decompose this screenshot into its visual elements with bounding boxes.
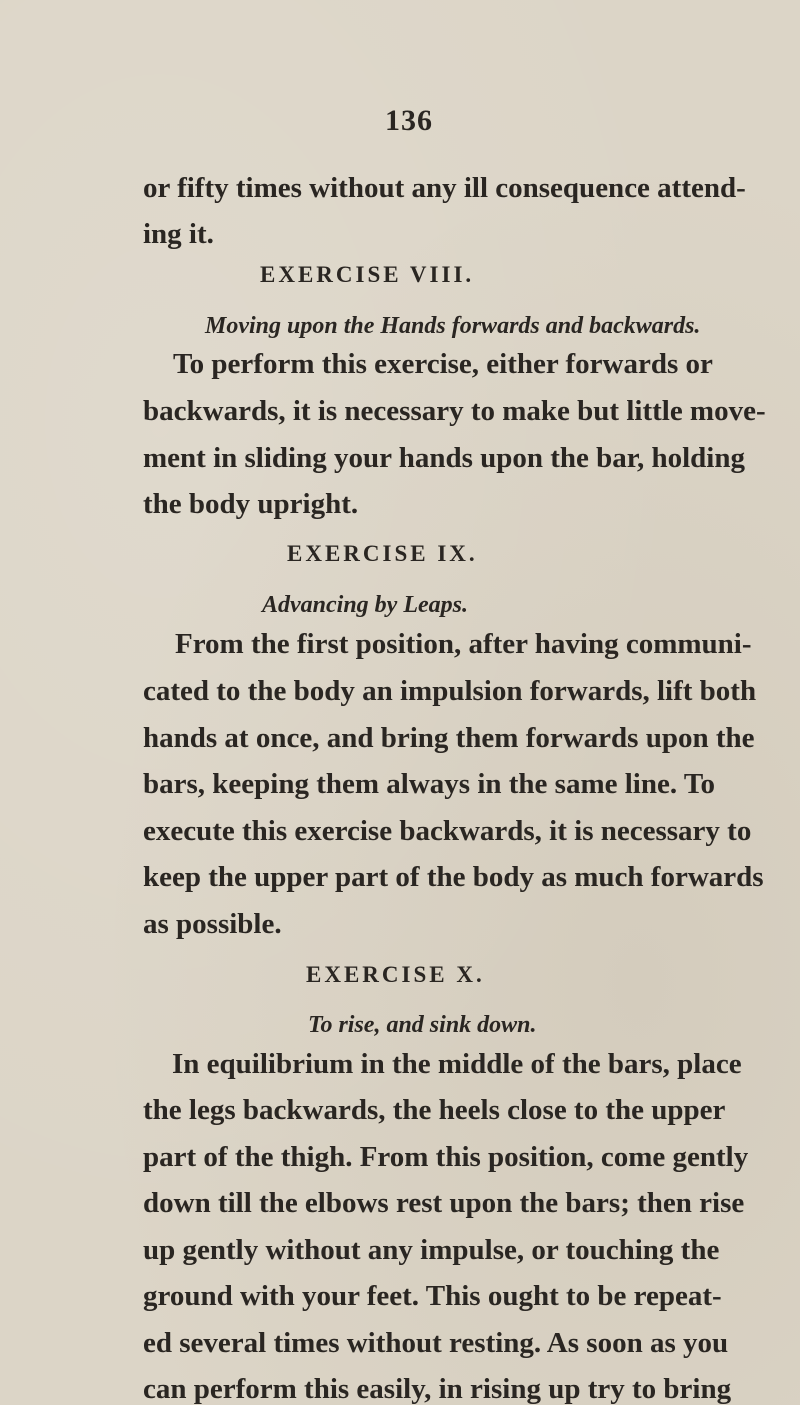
paragraph-line: can perform this easily, in rising up try to bring (143, 1373, 732, 1405)
paragraph-line: backwards, it is necessary to make but little move- (143, 395, 766, 427)
paragraph-line: cated to the body an impulsion forwards, lift both (143, 675, 757, 707)
paragraph-line: up gently without any impulse, or touching the (143, 1234, 720, 1266)
section-subheading-exercise-x: To rise, and sink down. (308, 1012, 537, 1038)
section-heading-exercise-viii: EXERCISE VIII. (260, 262, 475, 287)
paragraph-line: To perform this exercise, either forwards or (173, 348, 713, 380)
paragraph-line: as possible. (143, 908, 282, 940)
paragraph-line: From the first position, after having communi- (175, 628, 752, 660)
paragraph-line: keep the upper part of the body as much forwards (143, 861, 764, 893)
page-number: 136 (385, 104, 433, 137)
paragraph-line: execute this exercise backwards, it is necessary to (143, 815, 752, 847)
paragraph-line: In equilibrium in the middle of the bars, place (172, 1048, 742, 1080)
paragraph-line: part of the thigh. From this position, come gently (143, 1141, 749, 1173)
paragraph-line: down till the elbows rest upon the bars; then rise (143, 1187, 745, 1219)
carry-over-line-2: ing it. (143, 218, 214, 250)
paragraph-line: the legs backwards, the heels close to the upper (143, 1094, 726, 1126)
paragraph-line: ground with your feet. This ought to be repeat- (143, 1280, 722, 1312)
paragraph-line: ment in sliding your hands upon the bar, holding (143, 442, 745, 474)
paragraph-line: hands at once, and bring them forwards upon the (143, 722, 755, 754)
paragraph-line: ed several times without resting. As soon as you (143, 1327, 729, 1359)
section-subheading-exercise-viii: Moving upon the Hands forwards and backwards. (205, 313, 701, 339)
section-heading-exercise-x: EXERCISE X. (306, 962, 485, 987)
section-heading-exercise-ix: EXERCISE IX. (287, 541, 478, 566)
carry-over-line-1: or fifty times without any ill consequence attend- (143, 172, 746, 204)
paragraph-line: bars, keeping them always in the same line. To (143, 768, 715, 800)
section-subheading-exercise-ix: Advancing by Leaps. (262, 592, 468, 618)
paragraph-line: the body upright. (143, 488, 359, 520)
